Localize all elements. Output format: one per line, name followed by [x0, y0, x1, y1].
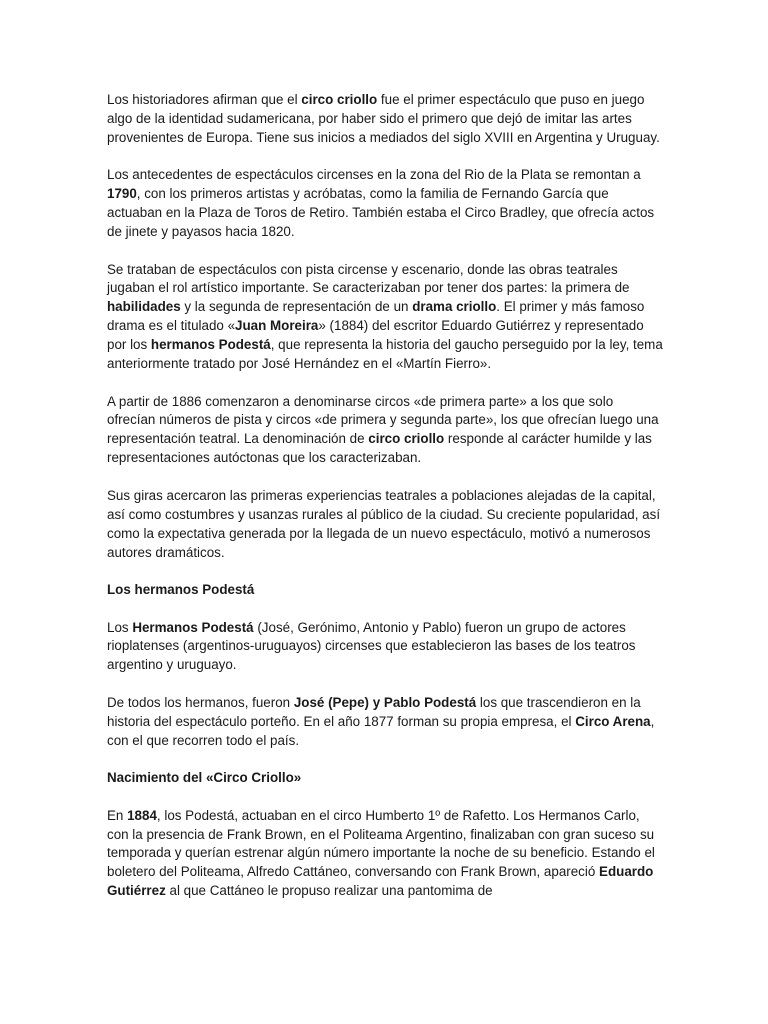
- bold-term: Eduardo Gutiérrez: [107, 864, 654, 899]
- text-run: responde al carácter humilde y las representaciones autóctonas que los caracterizaban.: [107, 431, 652, 466]
- bold-term: drama criollo: [412, 299, 497, 315]
- bold-term: Circo Arena: [575, 713, 651, 729]
- paragraph-antecedentes: [107, 166, 663, 242]
- text-run: fue el primer espectáculo que puso en juego algo de la identidad sudamericana, por haber sido el primero que dejó de imitar las artes provenientes de Europa. Tiene sus inicios a mediados del siglo XVIII en Argentina y Uruguay.: [107, 92, 660, 145]
- text-run: (José, Gerónimo, Antonio y Pablo) fueron un grupo de actores rioplatenses (argentinos-uruguayos) circenses que establecieron las bases de los teatros argentino y uruguayo.: [107, 619, 636, 673]
- text-run: » (1884) del escritor Eduardo Gutiérrez y representado por los: [107, 318, 644, 353]
- paragraph-hermanos-podesta: [107, 619, 663, 676]
- bold-term: hermanos Podestá: [150, 337, 271, 353]
- bold-term: 1790: [107, 186, 137, 202]
- text-run: Los antecedentes de espectáculos circenses en la zona del Rio de la Plata se remontan a: [107, 167, 641, 183]
- text-run: . El primer y más famoso drama es el titulado «: [107, 299, 645, 334]
- section-heading-nacimiento: Nacimiento del «Circo Criollo»: [107, 770, 302, 786]
- text-run: Sus giras acercaron las primeras experiencias teatrales a poblaciones alejadas de la capital, así como costumbres y usanzas rurales al público de la ciudad. Su creciente popularidad, así como la expectativa generada por la llegada de un nuevo espectáculo, motivó a numerosos autores dramáticos.: [107, 487, 661, 560]
- text-run: al que Cattáneo le propuso realizar una pantomima de: [165, 883, 493, 899]
- bold-term: circo criollo: [368, 431, 445, 447]
- text-run: Los: [107, 619, 133, 635]
- text-run: Se trataban de espectáculos con pista circense y escenario, donde las obras teatrales jugaban el rol artístico importante. Se caracterizaban por tener dos partes: la primera de: [107, 261, 630, 296]
- paragraph-giras: [107, 487, 663, 563]
- paragraph-denominacion: [107, 393, 663, 469]
- text-run: , los Podestá, actuaban en el circo Humberto 1º de Rafetto. Los Hermanos Carlo, con la presencia de Frank Brown, en el Politeama Argentino, finalizaban con gran suceso su temporada y querían estrenar algún número importante la noche de su beneficio. Estando el boletero del Politeama, Alfredo Cattáneo, conversando con Frank Brown, apareció: [107, 807, 655, 880]
- text-run: , que representa la historia del gaucho perseguido por la ley, tema anteriormente tratado por José Hernández en el «Martín Fierro».: [107, 337, 663, 372]
- bold-term: circo criollo: [301, 92, 378, 107]
- bold-term: 1884: [127, 807, 157, 823]
- text-run: Los historiadores afirman que el: [107, 92, 302, 107]
- paragraph-circo-criollo-intro: [107, 91, 663, 148]
- text-run: los que trascendieron en la historia del espectáculo porteño. En el año 1877 forman su propia empresa, el: [107, 694, 641, 729]
- bold-term: Hermanos Podestá: [132, 619, 254, 635]
- bold-term: José (Pepe) y Pablo Podestá: [293, 694, 477, 710]
- document-page: [107, 91, 663, 920]
- paragraph-jose-pablo: [107, 694, 663, 751]
- paragraph-espectaculos: [107, 261, 663, 374]
- text-run: y la segunda de representación de un: [180, 299, 413, 315]
- text-run: De todos los hermanos, fueron: [107, 694, 294, 710]
- bold-term: Juan Moreira: [235, 318, 319, 334]
- paragraph-1884: [107, 807, 663, 902]
- bold-term: habilidades: [107, 299, 181, 315]
- text-run: , con el que recorren todo el país.: [107, 713, 655, 748]
- text-run: En: [107, 807, 128, 823]
- text-run: A partir de 1886 comenzaron a denominarse circos «de primera parte» a los que solo ofrecían números de pista y circos «de primera y segunda parte», los que ofrecían luego una representación teatral. La denominación de: [107, 393, 659, 447]
- text-run: , con los primeros artistas y acróbatas, como la familia de Fernando García que actuaban en la Plaza de Toros de Retiro. También estaba el Circo Bradley, que ofrecía actos de jinete y payasos hacia 1820.: [107, 186, 655, 240]
- section-heading-hermanos-podesta: Los hermanos Podestá: [107, 582, 255, 597]
